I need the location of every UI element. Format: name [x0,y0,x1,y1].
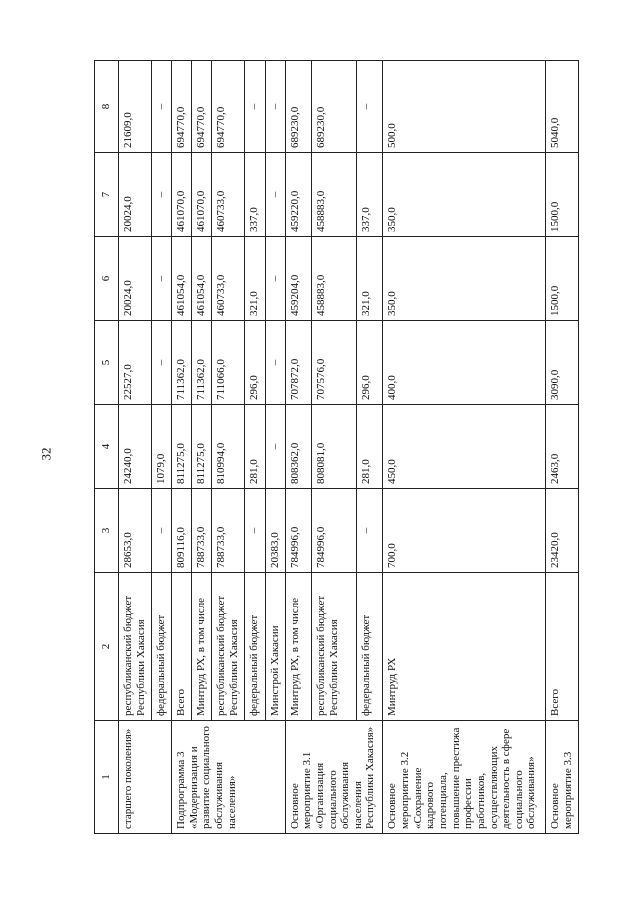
value-cell: – [265,405,285,489]
page-number: 32 [38,447,54,461]
value-cell: 459204,0 [285,237,312,321]
table-row [285,61,312,834]
value-cell: – [265,237,285,321]
value-cell: 450,0 [383,405,545,489]
funding-source-cell: Минтруд РХ, в том числе [285,573,312,721]
value-cell: 707872,0 [285,321,312,405]
program-cell: Подпрограмма 3 «Модернизация и развитие социального обслуживания населения» [172,721,285,834]
funding-source-cell: Минтруд РХ [383,573,545,721]
value-cell: 460733,0 [212,153,245,237]
value-cell: 808362,0 [285,405,312,489]
value-cell: 1500,0 [545,153,578,237]
value-cell: 400,0 [383,321,545,405]
table-row [312,61,356,834]
value-cell: 458883,0 [312,153,356,237]
value-cell: 337,0 [356,153,383,237]
value-cell: 788733,0 [192,489,212,573]
value-cell: – [265,153,285,237]
value-cell: 811275,0 [172,405,192,489]
value-cell: 788733,0 [212,489,245,573]
value-cell: 700,0 [383,489,545,573]
table-row [119,61,152,834]
program-cell: старшего поколения» [119,721,152,834]
value-cell: 20024,0 [119,237,152,321]
funding-source-cell: федеральный бюджет [152,573,172,721]
column-header: 6 [95,237,119,321]
value-cell: – [245,489,265,573]
column-header: 7 [95,153,119,237]
funding-source-cell: республиканский бюджет Республики Хакасия [119,573,152,721]
funding-source-cell: Минстрой Хакасии [265,573,285,721]
value-cell: 23420,0 [545,489,578,573]
value-cell: 2463,0 [545,405,578,489]
value-cell: 459220,0 [285,153,312,237]
value-cell: – [152,321,172,405]
value-cell: 337,0 [245,153,265,237]
table-row [172,61,192,834]
table-row [383,61,545,834]
value-cell: 711362,0 [192,321,212,405]
column-header: 5 [95,321,119,405]
program-cell: Основное мероприятие 3.3 [545,721,578,834]
value-cell: 5040,0 [545,61,578,153]
rotated-table-container [94,61,579,834]
value-cell: 689230,0 [312,61,356,153]
value-cell: 20383,0 [265,489,285,573]
value-cell: – [245,61,265,153]
value-cell: 810994,0 [212,405,245,489]
value-cell: 808081,0 [312,405,356,489]
value-cell: 296,0 [356,321,383,405]
funding-source-cell: федеральный бюджет [245,573,265,721]
program-cell: Основное мероприятие 3.1 «Организация социального обслуживания населения Республики Хакасия» [285,721,383,834]
value-cell: 22527,0 [119,321,152,405]
funding-source-cell: Минтруд РХ, в том числе [192,573,212,721]
value-cell: 809116,0 [172,489,192,573]
budget-table [94,60,579,834]
column-header: 4 [95,405,119,489]
funding-source-cell: Всего [545,573,578,721]
value-cell: – [265,61,285,153]
value-cell: 1079,0 [152,405,172,489]
value-cell: 24240,0 [119,405,152,489]
funding-source-cell: федеральный бюджет [356,573,383,721]
funding-source-cell: республиканский бюджет Республики Хакасия [312,573,356,721]
program-cell: Основное мероприятие 3.2 «Сохранение кадрового потенциала, повышение престижа профессии работников, осуществляющих деятельность в сфере социального обслуживания» [383,721,545,834]
table-row [152,61,172,834]
value-cell: 321,0 [245,237,265,321]
value-cell: 461054,0 [172,237,192,321]
value-cell: 321,0 [356,237,383,321]
value-cell: 350,0 [383,237,545,321]
value-cell: 28653,0 [119,489,152,573]
value-cell: – [152,237,172,321]
table-row [356,61,383,834]
value-cell: – [265,321,285,405]
program-cell [152,721,172,834]
column-header: 2 [95,573,119,721]
value-cell: 461054,0 [192,237,212,321]
table-row [245,61,265,834]
column-header: 8 [95,61,119,153]
value-cell: 811275,0 [192,405,212,489]
value-cell: – [356,489,383,573]
value-cell: 281,0 [245,405,265,489]
value-cell: 694770,0 [172,61,192,153]
value-cell: 689230,0 [285,61,312,153]
table-header-row [95,61,119,834]
value-cell: 1500,0 [545,237,578,321]
value-cell: 784996,0 [285,489,312,573]
value-cell: – [152,489,172,573]
value-cell: 461070,0 [172,153,192,237]
table-row [265,61,285,834]
value-cell: 694770,0 [192,61,212,153]
value-cell: 711066,0 [212,321,245,405]
value-cell: 694770,0 [212,61,245,153]
table-row [192,61,212,834]
value-cell: – [356,61,383,153]
table-row [212,61,245,834]
value-cell: 500,0 [383,61,545,153]
value-cell: 460733,0 [212,237,245,321]
column-header: 3 [95,489,119,573]
value-cell: – [152,153,172,237]
funding-source-cell: республиканский бюджет Республики Хакасия [212,573,245,721]
value-cell: 281,0 [356,405,383,489]
value-cell: 350,0 [383,153,545,237]
value-cell: 461070,0 [192,153,212,237]
value-cell: 458883,0 [312,237,356,321]
value-cell: 296,0 [245,321,265,405]
value-cell: 711362,0 [172,321,192,405]
value-cell: – [152,61,172,153]
value-cell: 3090,0 [545,321,578,405]
column-header: 1 [95,721,119,834]
value-cell: 20024,0 [119,153,152,237]
table-row [545,61,578,834]
funding-source-cell: Всего [172,573,192,721]
value-cell: 784996,0 [312,489,356,573]
value-cell: 21609,0 [119,61,152,153]
value-cell: 707576,0 [312,321,356,405]
